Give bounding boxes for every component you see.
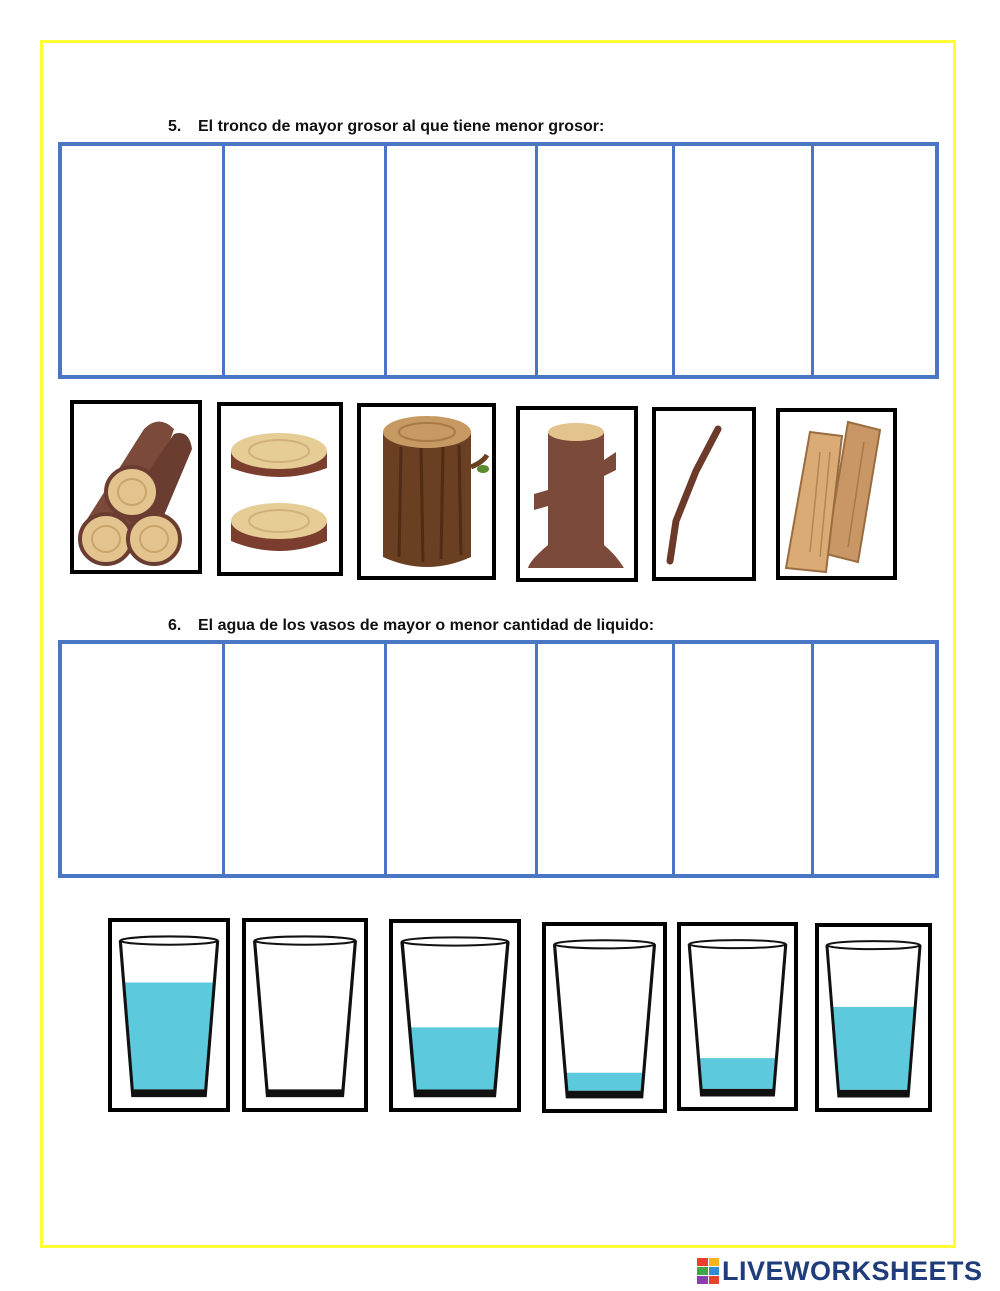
water-level: [124, 983, 215, 1090]
q5-card-3[interactable]: [357, 403, 496, 580]
q6-drop-slot-5[interactable]: [675, 644, 814, 874]
question-6-text: El agua de los vasos de mayor o menor cantidad de liquido:: [198, 617, 655, 634]
glass-rim: [402, 937, 508, 945]
water-level: [832, 1007, 915, 1090]
glass-base: [267, 1089, 342, 1095]
q6-card-6[interactable]: [815, 923, 932, 1112]
glass-water-icon: [112, 922, 226, 1108]
water-level: [565, 1073, 643, 1091]
glass-water-icon: [819, 927, 928, 1108]
q5-card-5[interactable]: [652, 407, 756, 581]
q5-drop-row: [58, 142, 939, 379]
q5-drop-slot-6[interactable]: [814, 146, 935, 375]
glass-rim: [689, 940, 786, 948]
water-level: [699, 1058, 777, 1089]
q6-card-2[interactable]: [242, 918, 368, 1112]
liveworksheets-logo: [697, 1256, 983, 1286]
glass-base: [702, 1089, 774, 1095]
q6-drop-slot-4[interactable]: [538, 644, 675, 874]
q5-card-6[interactable]: [776, 408, 897, 580]
twig-icon: [656, 411, 752, 577]
q6-card-1[interactable]: [108, 918, 230, 1112]
question-5-number: 5.: [168, 118, 182, 135]
glass-base: [567, 1091, 641, 1097]
glass-rim: [255, 936, 356, 944]
glass-rim: [120, 936, 217, 944]
question-6-title: [168, 617, 654, 635]
glass-base: [839, 1090, 908, 1096]
tree-stump-icon: [361, 407, 492, 576]
wood-slices-icon: [221, 406, 339, 572]
q6-drop-slot-2[interactable]: [225, 644, 387, 874]
glass-rim: [827, 941, 920, 949]
glass-water-icon: [393, 923, 517, 1108]
q5-drop-slot-3[interactable]: [387, 146, 538, 375]
q6-card-3[interactable]: [389, 919, 521, 1112]
question-5-title: [168, 118, 604, 136]
q6-drop-row: [58, 640, 939, 878]
q6-drop-slot-3[interactable]: [387, 644, 538, 874]
wood-planks-icon: [780, 412, 893, 576]
q5-card-4[interactable]: [516, 406, 638, 582]
q5-drop-slot-1[interactable]: [62, 146, 225, 375]
q5-card-2[interactable]: [217, 402, 343, 576]
q5-card-1[interactable]: [70, 400, 202, 574]
small-stump-icon: [520, 410, 634, 578]
question-5-text: El tronco de mayor grosor al que tiene menor grosor:: [198, 118, 605, 135]
water-level: [410, 1027, 501, 1089]
glass-base: [416, 1090, 495, 1096]
question-6-number: 6.: [168, 617, 182, 634]
glass-base: [133, 1089, 206, 1095]
q6-drop-slot-6[interactable]: [814, 644, 935, 874]
q5-drop-slot-5[interactable]: [675, 146, 814, 375]
q5-drop-slot-4[interactable]: [538, 146, 675, 375]
q6-card-4[interactable]: [542, 922, 667, 1113]
log-pile-icon: [74, 404, 198, 570]
q6-drop-slot-1[interactable]: [62, 644, 225, 874]
glass-outline: [255, 941, 356, 1096]
logo-badge-icon: [697, 1258, 719, 1284]
logo-text: LIVEWORKSHEETS: [722, 1255, 983, 1286]
glass-water-icon: [681, 926, 794, 1107]
q5-drop-slot-2[interactable]: [225, 146, 387, 375]
glass-water-icon: [546, 926, 663, 1109]
q6-card-5[interactable]: [677, 922, 798, 1111]
glass-water-icon: [246, 922, 364, 1108]
glass-rim: [555, 940, 655, 948]
